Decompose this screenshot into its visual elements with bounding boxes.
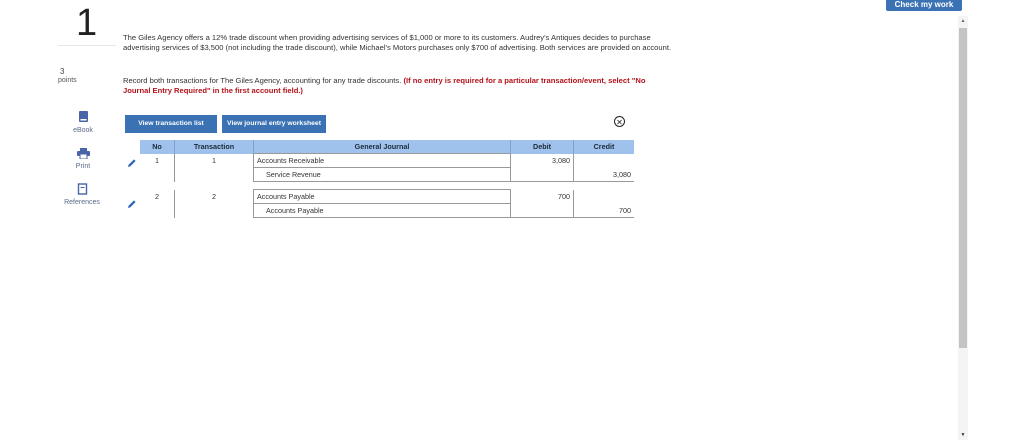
header-credit: Credit [574, 140, 635, 154]
book-icon [63, 110, 103, 125]
table-row [140, 204, 634, 218]
entry-transaction: 2 [175, 190, 254, 204]
instruction-main: Record both transactions for The Giles Agency, accounting for any trade discounts. [123, 76, 402, 85]
entry-no: 1 [155, 156, 159, 165]
debit-amount-cell[interactable]: 700 [511, 190, 574, 204]
document-icon [62, 183, 102, 197]
debit-account-cell[interactable]: Accounts Receivable [254, 154, 511, 168]
debit-amount-cell[interactable] [511, 204, 574, 218]
references-button[interactable] [62, 183, 102, 206]
credit-amount-cell[interactable]: 3,080 [574, 168, 635, 182]
ebook-label: eBook [73, 127, 93, 134]
ebook-button[interactable] [63, 110, 103, 134]
pencil-icon[interactable] [127, 196, 137, 206]
view-journal-worksheet-button[interactable]: View journal entry worksheet [222, 115, 326, 133]
entry-no: 2 [155, 192, 159, 201]
instruction-warning: (If no entry is required for a particular transaction/event, select "No Journal Entry Required" in the first account field.) [123, 76, 646, 95]
close-icon[interactable]: ✕ [614, 116, 625, 127]
problem-statement: The Giles Agency offers a 12% trade discount when providing advertising services of $1,000 or more to its customers. Audrey's Antiques decides to purchase advertising services of $3,500 (not including the trade discount), while Michael's Motors purchases only $700 of advertising. Both services are provided on account. [123, 33, 672, 52]
credit-amount-cell[interactable] [574, 154, 635, 168]
points-label: points [58, 77, 77, 84]
print-label: Print [75, 163, 91, 170]
printer-icon [63, 148, 103, 161]
table-row [140, 190, 634, 204]
journal-table [140, 140, 634, 218]
debit-amount-cell[interactable]: 3,080 [511, 154, 574, 168]
pencil-icon[interactable] [127, 155, 137, 165]
check-my-work-button[interactable]: Check my work [886, 0, 962, 11]
debit-amount-cell[interactable] [511, 168, 574, 182]
divider [58, 45, 116, 46]
view-transaction-list-button[interactable]: View transaction list [125, 115, 217, 133]
credit-amount-cell[interactable]: 700 [574, 204, 635, 218]
print-button[interactable] [63, 148, 103, 170]
question-number: 1 [76, 2, 98, 44]
scroll-up-arrow-icon[interactable]: ▲ [960, 18, 966, 24]
header-debit: Debit [511, 140, 574, 154]
credit-amount-cell[interactable] [574, 190, 635, 204]
points-value: 3 [60, 67, 65, 76]
scroll-thumb[interactable] [959, 28, 967, 348]
scroll-down-arrow-icon[interactable]: ▼ [960, 432, 966, 438]
references-label: References [64, 199, 100, 206]
credit-account-cell[interactable]: Service Revenue [254, 168, 511, 182]
entry-transaction: 1 [175, 154, 254, 168]
table-row [140, 154, 634, 168]
journal-header-row [140, 140, 634, 154]
credit-account-cell[interactable]: Accounts Payable [254, 204, 511, 218]
header-transaction: Transaction [175, 140, 254, 154]
instruction-text [123, 76, 663, 96]
debit-account-cell[interactable]: Accounts Payable [254, 190, 511, 204]
header-general-journal: General Journal [254, 140, 511, 154]
header-no: No [140, 140, 175, 154]
scrollbar[interactable] [958, 16, 968, 440]
table-row [140, 168, 634, 182]
